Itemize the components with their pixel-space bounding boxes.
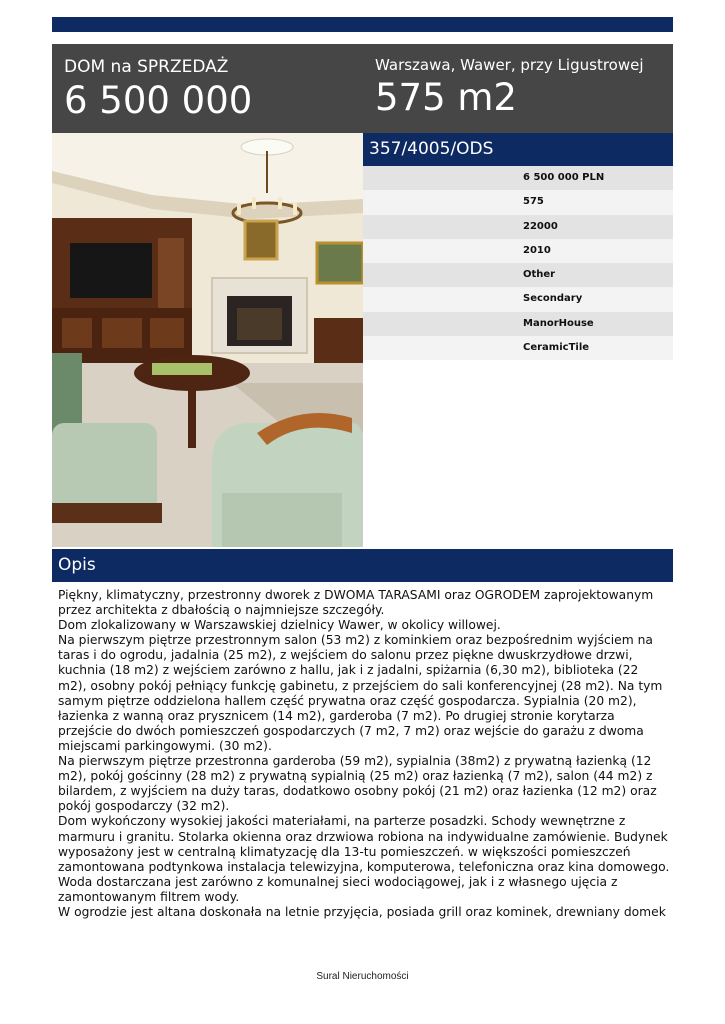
spec-category: Other bbox=[363, 263, 673, 287]
description-paragraph: Na pierwszym piętrze przestronnym salon (53 m2) z kominkiem oraz bezpośrednim wyjściem na taras i do ogrodu, jadalnia (25 m2), z wejściem do salonu przez piękne dwuskrzydłowe drzwi, kuchnia (18 m2) z wejściem zarówno z hallu, jak i z jadalni, spiżarnia (6,30 m2), biblioteka (22 m2), osobny pokój pełniący funkcję gabinetu, z przejściem do sali konferencyjnej (28 m2). Na tym samym piętrze oddzielona hallem część prywatna oraz część gospodarcza. Sypialnia (20 m2), łazienka z wanną oraz prysznicem (14 m2), garderoba (7 m2). Po drugiej stronie korytarza przejście do dwóch pomieszczeń gospodarczych (7 m2, 7 m2) oraz wejście do garażu z dwoma miejscami parkingowymi. (30 m2). bbox=[58, 633, 663, 753]
offer-price: 6 500 000 bbox=[64, 79, 253, 122]
spec-price: 6 500 000 PLN bbox=[363, 166, 673, 190]
spec-building-type: ManorHouse bbox=[363, 312, 673, 336]
spec-market: Secondary bbox=[363, 287, 673, 311]
description-paragraph: W ogrodzie jest altana doskonała na letnie przyjęcia, posiada grill oraz kominek, drewniany domek bbox=[58, 904, 666, 919]
header-right bbox=[375, 55, 644, 119]
offer-area: 575 m2 bbox=[375, 76, 517, 119]
offer-type: DOM na SPRZEDAŻ bbox=[64, 57, 229, 77]
spec-area: 575 bbox=[363, 190, 673, 214]
top-accent-bar bbox=[52, 17, 673, 32]
spec-table bbox=[363, 166, 673, 360]
description-body bbox=[58, 588, 670, 920]
spec-year-built: 2010 bbox=[363, 239, 673, 263]
footer-company: Sural Nieruchomości bbox=[316, 971, 409, 982]
description-heading: Opis bbox=[52, 549, 673, 582]
spec-lot-area: 22000 bbox=[363, 215, 673, 239]
property-photo bbox=[52, 133, 363, 547]
header-left bbox=[64, 56, 252, 122]
spec-flooring: CeramicTile bbox=[363, 336, 673, 360]
listing-header bbox=[52, 44, 673, 133]
description-paragraph: Piękny, klimatyczny, przestronny dworek z DWOMA TARASAMI oraz OGRODEM zaprojektowanym przez architekta z dbałością o najmniejsze szczegóły. bbox=[58, 588, 654, 618]
description-paragraph: Dom wykończony wysokiej jakości materiałami, na parterze posadzki. Schody wewnętrzne z marmuru i granitu. Stolarka okienna oraz drzwiowa robiona na indywidualne zamówienie. Budynek wyposażony jest w centralną klimatyzację dla 13-tu pomieszczeń. w większości pomieszczeń zamontowana podtynkowa instalacja telewizyjna, komputerowa, telefoniczna oraz kina domowego. Woda dostarczana jest zarówno z komunalnej sieci wodociągowej, jak i z własnego ujęcia z zamontowanym filtrem wody. bbox=[58, 814, 670, 904]
description-paragraph: Na pierwszym piętrze przestronna garderoba (59 m2), sypialnia (38m2) z prywatną łazienką (12 m2), pokój gościnny (28 m2) z prywatną sypialnią (25 m2) oraz łazienką (7 m2), salon (44 m2) z bilardem, z wyjściem na duży taras, dodatkowo osobny pokój (21 m2) oraz łazienka (12 m2) oraz pokój gospodarczy (32 m2). bbox=[58, 754, 657, 814]
reference-number: 357/4005/ODS bbox=[363, 133, 673, 166]
offer-location: Warszawa, Wawer, przy Ligustrowej bbox=[375, 56, 644, 74]
description-paragraph: Dom zlokalizowany w Warszawskiej dzielnicy Wawer, w okolicy willowej. bbox=[58, 618, 501, 633]
living-room-illustration bbox=[52, 133, 363, 547]
